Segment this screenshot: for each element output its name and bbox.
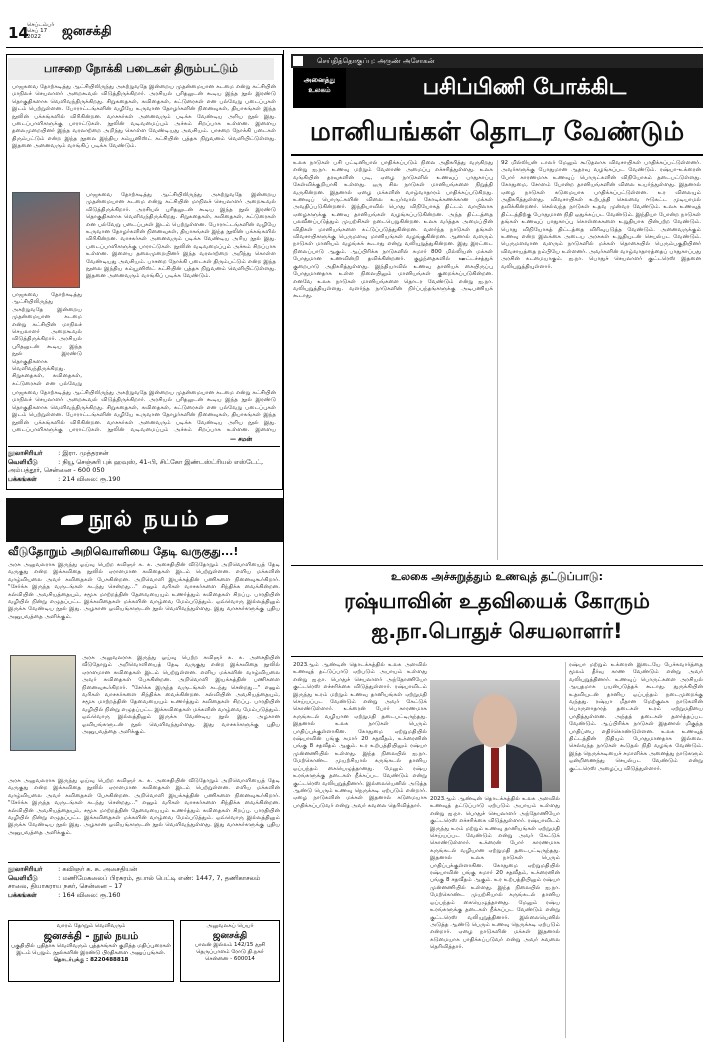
review-title-2: வீடுதோறும் அறிவொளியை தேடி வருகுது...! <box>8 545 239 558</box>
review-text-1c: பாஜகவை தோற்கடித்து ஆட்சியிலிருந்து அகற்றுவதே இன்றைய முதன்மையான கடமை என்று கட்சியின் மாநிலச் செயலாளர் அறைகூவல் விடுத்திருக்கிறார். அரசியல் புரிதலுடன் கூடிய இந்த நூல் இரண்டு தொகுதிகளாக வெளிவந்திருக்கிறது. சிறுகதைகள், கவிதைகள், கட்டுரைகள் என பல்வேறு <box>12 292 82 386</box>
section-label: அனைத்து உலகம் <box>293 68 346 108</box>
review-text-1a: பாஜகவை தோற்கடித்து ஆட்சியிலிருந்து அகற்றுவதே இன்றைய முதன்மையான கடமை என்று கட்சியின் மாநிலச் செயலாளர் அறைகூவல் விடுத்திருக்கிறார். அரசியல் புரிதலுடன் கூடிய இந்த நூல் இரண்டு தொகுதிகளாக வெளிவந்திருக்கிறது. சிறுகதைகள், கவிதைகள், கட்டுரைகள் என பல்வேறு படைப்புகள் இடம் பெற்றுள்ளன. போராட்டங்களின் வழியே உருவான தோழர்களின் நினைவுகள், தியாகங்கள் இந்த நூலின் பக்கங்களில் விரிகின்றன. வாசகர்கள் அனைவரும் படிக்க வேண்டிய அரிய நூல் இது. படைப்பாளிகளுக்கு பாராட்டுகள். நூலின் வடிவமைப்பும் அச்சும் சிறப்பாக உள்ளன. இளைய தலைமுறையினர் இந்த வரலாற்றை அறிந்து கொள்ள வேண்டியது அவசியம். பாசறை நோக்கி படைகள் திரும்பட்டும் என்ற இந்த நூலை இந்திய கம்யூனிஸ்ட் கட்சியின் புத்தக நிறுவனம் வெளியிட்டுள்ளது. இதனை அனைவரும் வாங்கிப் படிக்க வேண்டும். <box>12 84 276 150</box>
book-details-2: நூலாசிரியர் : கவிஞர் க. சு. அசைதியன் வெளியீடு : மணிமேகலைப் பிரசுரம், தபால் பெட்டி எண்: 1447, 7, தணிகாசலம் சாலை, தியாகராய நகர், சென்னை – 17 பக்கங்கள் : 164 விலை: ரூ.160 <box>8 865 261 899</box>
masthead: ஜனசக்தி <box>62 24 112 39</box>
headline-kicker: பசிப்பிணி போக்கிட <box>346 68 703 108</box>
review-text-1b: பாஜகவை தோற்கடித்து ஆட்சியிலிருந்து அகற்றுவதே இன்றைய முதன்மையான கடமை என்று கட்சியின் மாநிலச் செயலாளர் அறைகூவல் விடுத்திருக்கிறார். அரசியல் புரிதலுடன் கூடிய இந்த நூல் இரண்டு தொகுதிகளாக வெளிவந்திருக்கிறது. சிறுகதைகள், கவிதைகள், கட்டுரைகள் என பல்வேறு படைப்புகள் இடம் பெற்றுள்ளன. போராட்டங்களின் வழியே உருவான தோழர்களின் நினைவுகள், தியாகங்கள் இந்த நூலின் பக்கங்களில் விரிகின்றன. வாசகர்கள் அனைவரும் படிக்க வேண்டிய அரிய நூல் இது. படைப்பாளிகளுக்கு பாராட்டுகள். நூலின் வடிவமைப்பும் அச்சும் சிறப்பாக உள்ளன. இளைய தலைமுறையினர் இந்த வரலாற்றை அறிந்து கொள்ள வேண்டியது அவசியம். பாசறை நோக்கி படைகள் திரும்பட்டும் என்ற இந்த நூலை இந்திய கம்யூனிஸ்ட் கட்சியின் புத்தக நிறுவனம் வெளியிட்டுள்ளது. இதனை அனைவரும் வாங்கிப் படிக்க வேண்டும். <box>86 192 276 280</box>
review-text-2b: அரசு அலுவலராக இருந்து ஓய்வு பெற்ற கவிஞர் க. சு. அசைதியின் வீடுதோறும் அறிவொளியைத் தேடி வருகுது என்ற இக்கவிதை நூலில் ஏராளமான கவிதைகள் இடம் பெற்றுள்ளன. எளிய மக்களின் வாழ்வியலை அவர் கவிதைகள் பேசுகின்றன. அறிவொளி இயக்கத்தின் பணிகளை நினைவுகூர்கிறார். "சேர்க்க இருந்த வருடங்கள் கடந்து சென்றது..." எனும் வரிகள் வாசகர்களை சிந்திக்க வைக்கின்றன. கல்வியின் அவசியத்தையும், சமூக மாற்றத்தின் தேவையையும் உணர்த்தும் கவிதைகள் சிறப்பு. பாரதியின் வழியில் நின்று எழுதப்பட்ட இக்கவிதைகள் மக்களின் வாழ்வை மேம்படுத்தும். ஒவ்வொரு இல்லத்திலும் இருக்க வேண்டிய நூல் இது. அழகான ஓவியங்களுடன் நூல் வெளிவந்துள்ளது. இது வாசகர்களுக்கு புதிய அனுபவத்தை அளிக்கும். <box>82 655 280 736</box>
issue-date: செப்டம்பர் செப் 17 2022 <box>27 22 55 40</box>
news-byline: செய்தித்தொகுப்பு: அருண் அசோகன் <box>291 54 703 68</box>
subheadline-2: உலகை அச்சுறுத்தும் உணவுத் தட்டுப்பாடு: <box>390 570 604 583</box>
review-text-2c: அரசு அலுவலராக இருந்து ஓய்வு பெற்ற கவிஞர் க. சு. அசைதியின் வீடுதோறும் அறிவொளியைத் தேடி வருகுது என்ற இக்கவிதை நூலில் ஏராளமான கவிதைகள் இடம் பெற்றுள்ளன. எளிய மக்களின் வாழ்வியலை அவர் கவிதைகள் பேசுகின்றன. அறிவொளி இயக்கத்தின் பணிகளை நினைவுகூர்கிறார். "சேர்க்க இருந்த வருடங்கள் கடந்து சென்றது..." எனும் வரிகள் வாசகர்களை சிந்திக்க வைக்கின்றன. கல்வியின் அவசியத்தையும், சமூக மாற்றத்தின் தேவையையும் உணர்த்தும் கவிதைகள் சிறப்பு. பாரதியின் வழியில் நின்று எழுதப்பட்ட இக்கவிதைகள் மக்களின் வாழ்வை மேம்படுத்தும். ஒவ்வொரு இல்லத்திலும் இருக்க வேண்டிய நூல் இது. அழகான ஓவியங்களுடன் நூல் வெளிவந்துள்ளது. இது வாசகர்களுக்கு புதிய அனுபவத்தை அளிக்கும். <box>8 778 280 836</box>
section-rule <box>291 565 703 566</box>
bullet-square-icon <box>293 56 303 66</box>
book-details-1: நூலாசிரியர் : இரா. முத்தரசன் வெளியீடு : நியூ செஞ்சுரி புக் ஹவுஸ், 41-பி, சிட்கோ இண்டஸ்ட்ரியல் எஸ்டேட், அம்பத்தூர், சென்னை - 600 050 பக்கங்கள் : 214 விலை: ரூ.190 <box>8 449 264 483</box>
column-rule <box>497 160 498 560</box>
headline-main: மானியங்கள் தொடர வேண்டும் <box>309 117 685 147</box>
story-column-2: 92 மில்லியன் டாலர் மேலும் கூடுதலாக விவசாயிகள் பாதிக்கப்பட்டுள்ளனர். அவர்களுக்கு போதுமான ஆதரவு வழங்கப்பட வேண்டும். ரஷ்யா-உக்ரைன் போர் காரணமாக உணவுப் பொருட்களின் விநியோகம் தடைபட்டுள்ளது. கோதுமை, சோளம் போன்ற தானியங்களின் விலை உயர்ந்துள்ளது. இதனால் ஏழை நாடுகள் கடுமையாக பாதிக்கப்பட்டுள்ளன. உர விலையும் அதிகரித்துள்ளது. விவசாயிகள் உற்பத்தி செலவை ஈடுகட்ட முடியாமல் தவிக்கின்றனர். செல்வந்த நாடுகள் உதவ முன்வர வேண்டும். உலக உணவுத் திட்டத்திற்கு போதுமான நிதி ஒதுக்கப்பட வேண்டும். இந்தியா போன்ற நாடுகள் தங்கள் உணவுப் பாதுகாப்பு கொள்கைகளை உறுதியாக பின்பற்ற வேண்டும். பொது விநியோகத் திட்டத்தை விரிவுபடுத்த வேண்டும். அனைவருக்கும் உணவு என்ற இலக்கை அடைய அரசுகள் உறுதியுடன் செயல்பட வேண்டும். பெருமளவான வளரும் நாடுகளில் மக்கள் தொகையில் பெரும்பகுதியினர் விவசாயத்தை நம்பியே உள்ளனர். அவர்களின் வாழ்வாதாரத்தைப் பாதுகாப்பது அரசின் கடமையாகும். ஐ.நா. பொதுச் செயலாளர் குட்டரெஸ் இதனை வலியுறுத்தியுள்ளார். <box>501 160 701 270</box>
section-banner: நூல் நயம் <box>6 498 283 542</box>
review-title-1: பாசறை நோக்கி படைகள் திரும்பட்டும் <box>8 58 274 80</box>
rule <box>8 446 280 447</box>
news-photo <box>430 680 560 792</box>
column-rule <box>565 662 566 1038</box>
rule <box>291 656 703 657</box>
header-rule <box>6 47 703 48</box>
leaf-icon <box>206 515 228 525</box>
story2-column-3: ரஷ்யா மற்றும் உக்ரைன் இடையே பேச்சுவார்த்தை மூலம் தீர்வு காண வேண்டும் என்று அவர் வலியுறுத்தினார். உணவுப் பொருட்களை அரசியல் ஆயுதமாக பயன்படுத்தக் கூடாது. துருக்கியின் உதவியுடன் தானிய ஒப்பந்தம் நடைமுறைக்கு வந்தது. ரஷ்யா மீதான மேற்குலக நாடுகளின் பொருளாதாரத் தடைகள் உரம் ஏற்றுமதியை பாதித்துள்ளன. அந்தத் தடைகள் தளர்த்தப்பட வேண்டும். ஆப்பிரிக்க நாடுகள் இதனால் மிகுந்த பாதிப்பை எதிர்கொண்டுள்ளன. உலக உணவுத் திட்டத்தின் நிதியும் போதுமானதாக இல்லை. செல்வந்த நாடுகள் கூடுதல் நிதி வழங்க வேண்டும். இந்த நெருக்கடியைச் சமாளிக்க அனைத்து நாடுகளும் ஒன்றிணைந்து செயல்பட வேண்டும் என்று குட்டரெஸ் அழைப்பு விடுத்துள்ளார். <box>569 662 703 772</box>
advert-call-for-books: வாரம் தோறும் வெளிவரும் ஜனசக்தி - நூல் நயம் பகுதியில் புதிதாக வெளிவரும் புத்தகங்கள் குறித்த மதிப்புரைகள் இடம் பெறும். நூல்களின் இரண்டு பிரதிகளை அனுப்புங்கள். தொடர்புக்கு : 8220488818 <box>8 920 174 982</box>
story-column-1: உலக நாடுகள் பசி பட்டினியால் பாதிக்கப்படும் நிலை அதிகரித்து வருகிறது என்று ஐ.நா. உணவு மற்றும் வேளாண் அமைப்பு எச்சரித்துள்ளது. உலக வங்கியின் தரவுகளின் படி, ஏழை நாடுகளில் உணவுப் பாதுகாப்பு கேள்விக்குறியாகி உள்ளது. ஒரு சில நாடுகள் மானியங்களை நிறுத்தி வருகின்றன. இதனால் ஏழை மக்களின் வாழ்வாதாரம் பாதிக்கப்படுகிறது. உணவுப் பொருட்களின் விலை உயர்வால் கோடிக்கணக்கான மக்கள் அவதிப்படுகின்றனர். இந்தியாவில் பொது விநியோகத் திட்டம் வாயிலாக ஏழைகளுக்கு உணவு தானியங்கள் வழங்கப்படுகின்றன. அந்த திட்டத்தை பலவீனப்படுத்தும் முயற்சிகள் நடைபெறுகின்றன. உலக வர்த்தக அமைப்பின் விதிகள் மானியங்களை கட்டுப்படுத்துகின்றன. வளர்ந்த நாடுகள் தங்கள் விவசாயிகளுக்கு பெருமளவு மானியங்கள் வழங்குகின்றன. ஆனால் வளரும் நாடுகள் மானியம் வழங்கக் கூடாது என்று வலியுறுத்துகின்றன. இது இரட்டை நிலைப்பாடு ஆகும். ஆப்பிரிக்க நாடுகளில் சுமார் 800 மில்லியன் மக்கள் போதுமான உணவின்றி தவிக்கின்றனர். குழந்தைகளில் ஊட்டச்சத்துக் குறைபாடு அதிகரித்துள்ளது. இந்தியாவில் உணவு தானியக் கையிருப்பு போதுமானதாக உள்ள நிலையிலும் மானியங்கள் குறைக்கப்படுகின்றன. எனவே உலக நாடுகள் மானியங்களை தொடர வேண்டும் என்று ஐ.நா. வலியுறுத்தியுள்ளது. வளர்ந்த நாடுகளின் நிர்ப்பந்தங்களுக்கு அடிபணியக் கூடாது. <box>293 160 493 300</box>
headline-2: ரஷ்யாவின் உதவியைக் கோரும் ஐ.நா.பொதுச் செயலாளர்! <box>344 589 650 643</box>
rule <box>8 862 280 863</box>
review-text-2a: அரசு அலுவலராக இருந்து ஓய்வு பெற்ற கவிஞர் க. சு. அசைதியின் வீடுதோறும் அறிவொளியைத் தேடி வருகுது என்ற இக்கவிதை நூலில் ஏராளமான கவிதைகள் இடம் பெற்றுள்ளன. எளிய மக்களின் வாழ்வியலை அவர் கவிதைகள் பேசுகின்றன. அறிவொளி இயக்கத்தின் பணிகளை நினைவுகூர்கிறார். "சேர்க்க இருந்த வருடங்கள் கடந்து சென்றது..." எனும் வரிகள் வாசகர்களை சிந்திக்க வைக்கின்றன. கல்வியின் அவசியத்தையும், சமூக மாற்றத்தின் தேவையையும் உணர்த்தும் கவிதைகள் சிறப்பு. பாரதியின் வழியில் நின்று எழுதப்பட்ட இக்கவிதைகள் மக்களின் வாழ்வை மேம்படுத்தும். ஒவ்வொரு இல்லத்திலும் இருக்க வேண்டிய நூல் இது. அழகான ஓவியங்களுடன் நூல் வெளிவந்துள்ளது. இது வாசகர்களுக்கு புதிய அனுபவத்தை அளிக்கும். <box>8 562 280 620</box>
story2-column-1: 2023ஆம் ஆண்டின் தொடக்கத்தில் உலக அளவில் உணவுத் தட்டுப்பாடு ஏற்படும் அபாயம் உள்ளது என்று ஐ.நா. பொதுச் செயலாளர் அந்தோணியோ குட்டரெஸ் எச்சரிக்கை விடுத்துள்ளார். ரஷ்யாவிடம் இருந்து உரம் மற்றும் உணவு தானியங்கள் ஏற்றுமதி செய்யப்பட வேண்டும் என்று அவர் கேட்டுக் கொண்டுள்ளார். உக்ரைன் போர் காரணமாக கருங்கடல் வழியான ஏற்றுமதி தடைபட்டிருந்தது. இதனால் உலக நாடுகள் பெரும் பாதிப்புக்குள்ளாகின. கோதுமை ஏற்றுமதியில் ரஷ்யாவின் பங்கு சுமார் 20 சதவீதம், உக்ரைனின் பங்கு 8 சதவீதம் ஆகும். உர உற்பத்தியிலும் ரஷ்யா முன்னணியில் உள்ளது. இந்த நிலையில் ஐ.நா. மேற்கொண்ட முயற்சியால் கருங்கடல் தானிய ஒப்பந்தம் கையெழுத்தானது. மேலும் ரஷ்ய உரங்களுக்கு தடைகள் நீக்கப்பட வேண்டும் என்று குட்டரெஸ் வலியுறுத்தினார். இல்லையெனில் அடுத்த ஆண்டு பெரும் உணவு நெருக்கடி ஏற்படும் என்றார். ஏழை நாடுகளின் மக்கள் இதனால் கடுமையாக பாதிக்கப்படுவர் என்று அவர் கவலை தெரிவித்தார். <box>293 662 427 809</box>
advert-office-address: அலுவலகப் பெயர் ஜனசக்தி பாலன் இல்லம் 142/15 தூசி தெருப்பாளம் ரோடு தி.நகர் சென்னை - 600014 <box>180 920 280 982</box>
column-divider <box>283 50 284 1042</box>
book-cover-2 <box>10 655 76 751</box>
book-cover-1 <box>12 192 80 288</box>
leaf-icon <box>61 515 83 525</box>
page-number: 14 <box>8 24 29 42</box>
story2-column-2: 2023ஆம் ஆண்டின் தொடக்கத்தில் உலக அளவில் உணவுத் தட்டுப்பாடு ஏற்படும் அபாயம் உள்ளது என்று ஐ.நா. பொதுச் செயலாளர் அந்தோணியோ குட்டரெஸ் எச்சரிக்கை விடுத்துள்ளார். ரஷ்யாவிடம் இருந்து உரம் மற்றும் உணவு தானியங்கள் ஏற்றுமதி செய்யப்பட வேண்டும் என்று அவர் கேட்டுக் கொண்டுள்ளார். உக்ரைன் போர் காரணமாக கருங்கடல் வழியான ஏற்றுமதி தடைபட்டிருந்தது. இதனால் உலக நாடுகள் பெரும் பாதிப்புக்குள்ளாகின. கோதுமை ஏற்றுமதியில் ரஷ்யாவின் பங்கு சுமார் 20 சதவீதம், உக்ரைனின் பங்கு 8 சதவீதம் ஆகும். உர உற்பத்தியிலும் ரஷ்யா முன்னணியில் உள்ளது. இந்த நிலையில் ஐ.நா. மேற்கொண்ட முயற்சியால் கருங்கடல் தானிய ஒப்பந்தம் கையெழுத்தானது. மேலும் ரஷ்ய உரங்களுக்கு தடைகள் நீக்கப்பட வேண்டும் என்று குட்டரெஸ் வலியுறுத்தினார். இல்லையெனில் அடுத்த ஆண்டு பெரும் உணவு நெருக்கடி ஏற்படும் என்றார். ஏழை நாடுகளின் மக்கள் இதனால் கடுமையாக பாதிக்கப்படுவர் என்று அவர் கவலை தெரிவித்தார். <box>430 796 560 951</box>
page-header <box>0 0 709 50</box>
review-author: — சமன் <box>230 436 253 443</box>
headline-rule <box>291 154 703 156</box>
review-text-1d: பாஜகவை தோற்கடித்து ஆட்சியிலிருந்து அகற்றுவதே இன்றைய முதன்மையான கடமை என்று கட்சியின் மாநிலச் செயலாளர் அறைகூவல் விடுத்திருக்கிறார். அரசியல் புரிதலுடன் கூடிய இந்த நூல் இரண்டு தொகுதிகளாக வெளிவந்திருக்கிறது. சிறுகதைகள், கவிதைகள், கட்டுரைகள் என பல்வேறு படைப்புகள் இடம் பெற்றுள்ளன. போராட்டங்களின் வழியே உருவான தோழர்களின் நினைவுகள், தியாகங்கள் இந்த நூலின் பக்கங்களில் விரிகின்றன. வாசகர்கள் அனைவரும் படிக்க வேண்டிய அரிய நூல் இது. படைப்பாளிகளுக்கு பாராட்டுகள். நூலின் வடிவமைப்பும் அச்சும் சிறப்பாக உள்ளன. இளைய <box>12 390 276 434</box>
